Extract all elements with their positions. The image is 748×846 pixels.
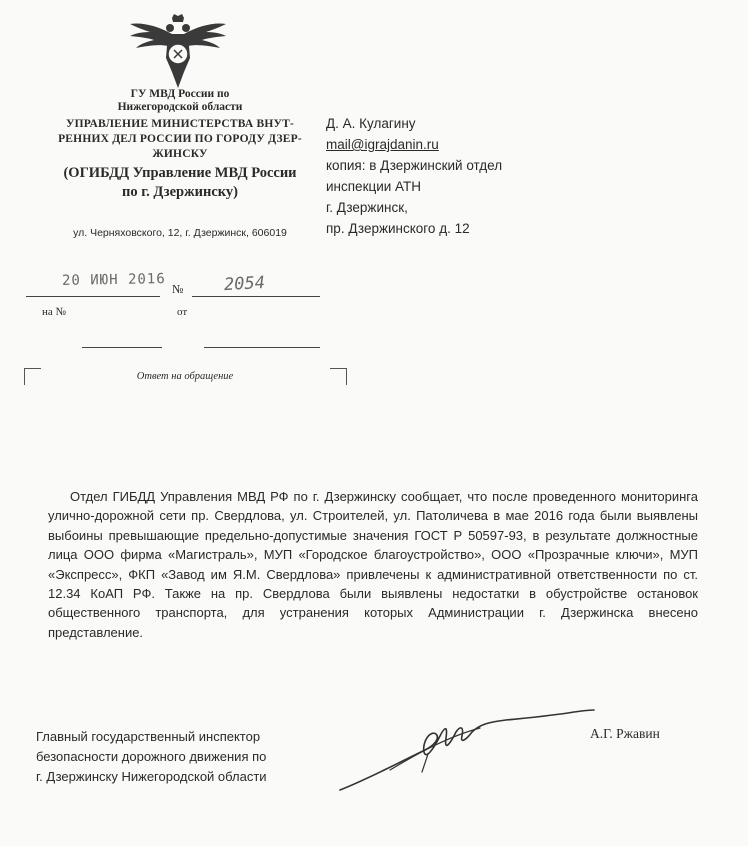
- signatory-title: [36, 727, 326, 787]
- org-name-line-1: УПРАВЛЕНИЕ МИНИСТЕРСТВА ВНУТ-: [65, 118, 295, 130]
- reply-to-date-label: от: [177, 306, 188, 318]
- org-abbr-line-2: по г. Дзержинску): [122, 184, 238, 200]
- org-address: ул. Черняховского, 12, г. Дзержинск, 606019: [73, 227, 287, 239]
- reply-number-line: [82, 347, 162, 348]
- letter-body: [48, 487, 698, 642]
- org-name-line-2: РЕННИХ ДЕЛ РОССИИ ПО ГОРОДУ ДЗЕР-: [58, 133, 302, 145]
- signatory-title-line-3: г. Дзержинску Нижегородской области: [36, 769, 267, 784]
- org-abbr-line-1: (ОГИБДД Управление МВД России: [63, 165, 297, 181]
- copy-line-3: г. Дзержинск,: [326, 200, 408, 215]
- signatory-title-line-1: Главный государственный инспектор: [36, 729, 261, 744]
- subject-bracket-left: [24, 368, 41, 385]
- org-region-line: Нижегородской области: [117, 101, 243, 113]
- letter-body-text: Отдел ГИБДД Управления МВД РФ по г. Дзержинску сообщает, что после проведенного мониторинга улично-дорожной сети пр. Свердлова, ул. Строителей, ул. Патоличева в мае 2016 года были выявлены выбоины превышающие предельно-допустимые значения ГОСТ Р 50597-93, в результате должностные лица ООО фирма «Магистраль», МУП «Городское благоустройство», ООО «Прозрачные ключи», МУП «Экспресс», ФКП «Завод им Я.М. Свердлова» привлечены к административной ответственности по ст. 12.34 КоАП РФ. Также на пр. Свердлова были выявлены недостатки в обустройстве остановок общественного транспорта, для устранения которых Администрации г. Дзержинска внесено представление.: [48, 489, 698, 640]
- addressee-name: Д. А. Кулагину: [326, 116, 416, 131]
- date-underline: [26, 296, 160, 297]
- registration-date-stamp: 20 ИЮН 2016: [61, 271, 166, 289]
- reply-date-line: [204, 347, 320, 348]
- signatory-title-line-2: безопасности дорожного движения по: [36, 749, 267, 764]
- addressee-email-link[interactable]: mail@igrajdanin.ru: [326, 137, 439, 152]
- copy-line-2: инспекции АТН: [326, 179, 421, 194]
- subject-line: Ответ на обращение: [136, 371, 234, 382]
- number-underline: [192, 296, 320, 297]
- mvd-emblem-icon: [128, 12, 228, 90]
- subject-bracket-right: [330, 368, 347, 385]
- copy-line-4: пр. Дзержинского д. 12: [326, 221, 470, 236]
- org-ministry-line: ГУ МВД России по: [130, 88, 230, 100]
- org-name-line-3: ЖИНСКУ: [152, 148, 208, 160]
- number-sign: №: [172, 282, 184, 296]
- copy-line-1: копия: в Дзержинский отдел: [326, 158, 503, 173]
- handwritten-signature-icon: [330, 700, 600, 800]
- registration-number: 2054: [223, 272, 266, 296]
- signatory-name: А.Г. Ржавин: [590, 726, 660, 741]
- reply-to-number-label: на №: [42, 306, 67, 318]
- addressee-block: [326, 113, 626, 239]
